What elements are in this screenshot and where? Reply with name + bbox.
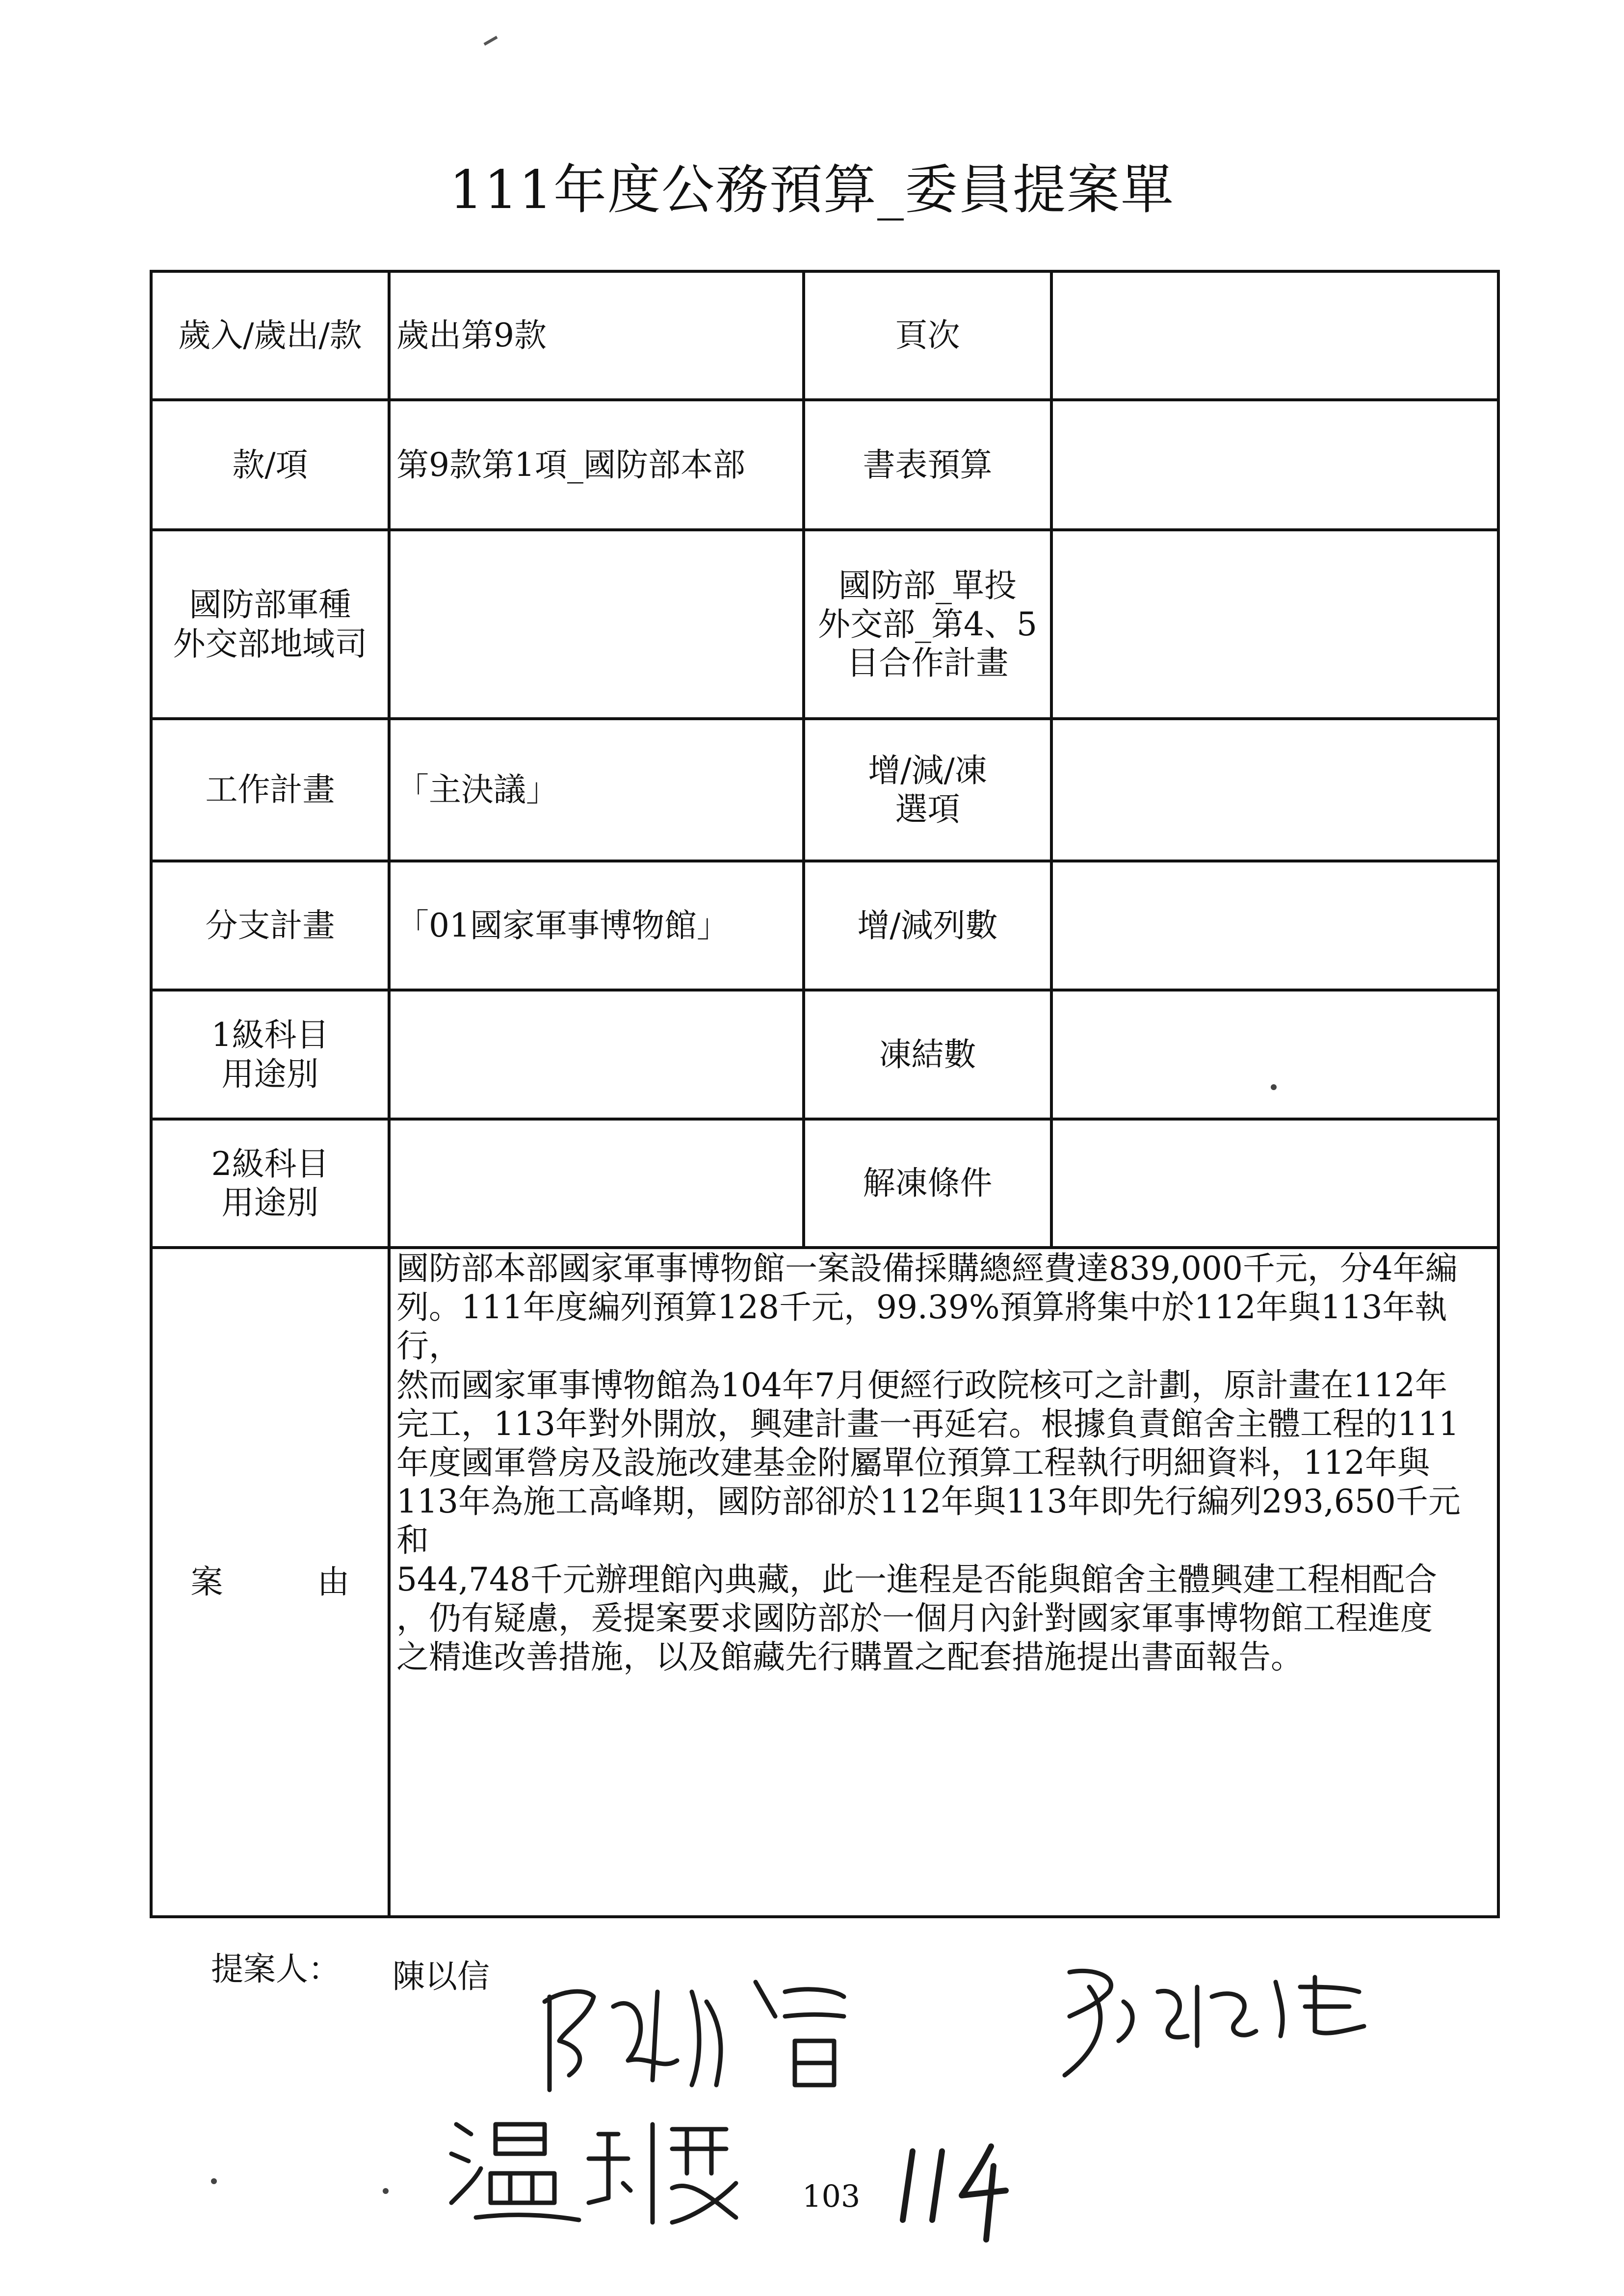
label-unfreeze-condition: 解凍條件 <box>804 1119 1051 1248</box>
label-reason-char2: 由 <box>317 1563 350 1601</box>
value-adjust-option <box>1051 719 1498 861</box>
label-level2-line1: 2級科目 <box>211 1145 329 1183</box>
label-branch-plan: 分支計畫 <box>151 861 389 990</box>
reason-line: 113年為施工高峰期，國防部卻於112年與113年即先行編列293,650千元和 <box>396 1483 1461 1560</box>
reason-line: 列。111年度編列預算128千元，99.39%預算將集中於112年與113年執行， <box>396 1288 1447 1365</box>
scan-mark <box>484 36 498 46</box>
row-reason <box>151 1248 1498 1917</box>
label-level2-line2: 用途別 <box>221 1184 319 1222</box>
page-number: 103 <box>802 2178 861 2214</box>
label-department <box>151 530 389 719</box>
value-level2-subject <box>389 1119 804 1248</box>
label-frozen-amount: 凍結數 <box>804 990 1051 1119</box>
label-cooperation-line2: 外交部_第4、5 <box>818 605 1037 643</box>
label-level2-subject <box>151 1119 389 1248</box>
value-frozen-amount <box>1051 990 1498 1119</box>
label-department-line2: 外交部地域司 <box>173 625 367 663</box>
row-budget-category <box>151 271 1498 400</box>
value-page <box>1051 271 1498 400</box>
label-reason <box>151 1248 389 1917</box>
row-section-item <box>151 400 1498 530</box>
label-adjust-line1: 增/減/凍 <box>868 751 987 789</box>
row-work-plan <box>151 719 1498 861</box>
row-level1-subject <box>151 990 1498 1119</box>
handwritten-signature-3 <box>442 2105 795 2232</box>
row-level2-subject <box>151 1119 1498 1248</box>
label-level1-line1: 1級科目 <box>211 1016 329 1054</box>
label-adjust-line2: 選項 <box>895 790 960 828</box>
proposal-form-table <box>150 270 1500 1918</box>
scan-speck <box>383 2188 389 2194</box>
proposer-name: 陳以信 <box>393 1957 490 1995</box>
label-section-item: 款/項 <box>151 400 389 530</box>
label-reason-char1: 案 <box>190 1563 223 1601</box>
value-budget-category: 歲出第9款 <box>389 271 804 400</box>
value-branch-plan: 「01國家軍事博物館」 <box>389 861 804 990</box>
value-section-item: 第9款第1項_國防部本部 <box>389 400 804 530</box>
row-department <box>151 530 1498 719</box>
label-department-line1: 國防部軍種 <box>189 586 351 624</box>
value-level1-subject <box>389 990 804 1119</box>
label-budget-category: 歲入/歲出/款 <box>151 271 389 400</box>
label-cooperation-plan <box>804 530 1051 719</box>
handwritten-page-number <box>893 2137 1021 2244</box>
label-page: 頁次 <box>804 271 1051 400</box>
label-adjust-option <box>804 719 1051 861</box>
page-title: 111年度公務預算_委員提案單 <box>449 159 1175 221</box>
label-adjust-amount: 增/減列數 <box>804 861 1051 990</box>
row-branch-plan <box>151 861 1498 990</box>
scan-speck <box>211 2178 217 2184</box>
handwritten-signature-1 <box>530 1962 903 2110</box>
value-adjust-amount <box>1051 861 1498 990</box>
value-unfreeze-condition <box>1051 1119 1498 1248</box>
label-level1-subject <box>151 990 389 1119</box>
value-work-plan: 「主決議」 <box>389 719 804 861</box>
reason-line: 然而國家軍事博物館為104年7月便經行政院核可之計劃，原計畫在112年 <box>396 1366 1447 1404</box>
reason-line: 完工，113年對外開放，興建計畫一再延宕。根據負責館舍主體工程的111 <box>396 1405 1459 1443</box>
reason-line: 年度國軍營房及設施改建基金附屬單位預算工程執行明細資料，112年與 <box>396 1443 1430 1482</box>
value-cooperation-plan <box>1051 530 1498 719</box>
value-book-budget <box>1051 400 1498 530</box>
reason-line: 544,748千元辦理館內典藏，此一進程是否能與館舍主體興建工程相配合 <box>396 1560 1437 1598</box>
reason-line: ，仍有疑慮，爰提案要求國防部於一個月內針對國家軍事博物館工程進度 <box>396 1599 1433 1637</box>
reason-text <box>389 1248 1498 1917</box>
value-department <box>389 530 804 719</box>
label-cooperation-line1: 國防部_單投 <box>838 566 1017 604</box>
reason-line: 國防部本部國家軍事博物館一案設備採購總經費達839,000千元，分4年編 <box>396 1250 1458 1287</box>
label-cooperation-line3: 目合作計畫 <box>846 644 1009 682</box>
reason-line: 之精進改善措施，以及館藏先行購置之配套措施提出書面報告。 <box>396 1638 1303 1676</box>
label-work-plan: 工作計畫 <box>151 719 389 861</box>
label-level1-line2: 用途別 <box>221 1055 319 1093</box>
handwritten-signature-2 <box>1050 1957 1384 2085</box>
label-book-budget: 書表預算 <box>804 400 1051 530</box>
proposer-label: 提案人： <box>211 1950 341 1988</box>
